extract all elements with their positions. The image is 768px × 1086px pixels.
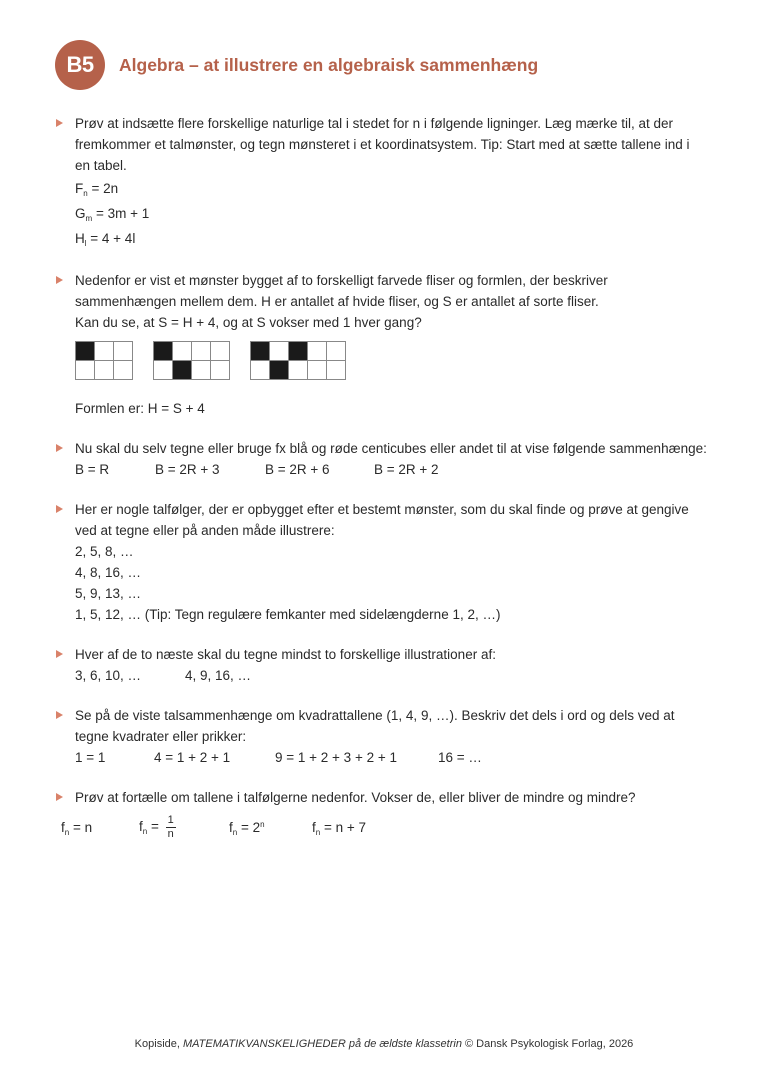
sequence: 4, 9, 16, …	[185, 668, 252, 683]
equation-h: $H_l = 4 + 4l$	[75, 231, 136, 248]
equation-g: $G_m = 3m + 1$	[75, 206, 150, 223]
text-line: Nedenfor er vist et mønster bygget af to forskelligt farvede fliser og formlen, der beskriver	[75, 273, 608, 288]
text-line: tegne kvadrater eller prikker:	[75, 729, 247, 744]
text-line: Se på de viste talsammenhænge om kvadrattallene (1, 4, 9, …). Beskriv det dels i ord og dels ved at	[75, 708, 675, 723]
bullet-arrow-icon	[56, 793, 63, 801]
white-tile	[95, 342, 114, 361]
equation-f: $F_n = 2n$	[75, 181, 119, 198]
square-relation: 16 = …	[438, 750, 482, 765]
white-tile	[95, 361, 114, 380]
page-header	[55, 40, 538, 90]
black-tile	[270, 361, 289, 380]
white-tile	[270, 342, 289, 361]
function-f4: $f_n = n + 7$	[312, 820, 367, 837]
square-relation: 1 = 1	[75, 750, 106, 765]
square-relation: 4 = 1 + 2 + 1	[154, 750, 231, 765]
fraction: $\frac{1}{n}$	[167, 814, 174, 840]
tile-patterns	[75, 341, 716, 380]
tile-grid	[250, 341, 346, 380]
exercise-5	[56, 644, 716, 686]
black-tile	[173, 361, 192, 380]
text-line: Hver af de to næste skal du tegne mindst to forskellige illustrationer af:	[75, 647, 496, 662]
page-footer: Kopiside, MATEMATIKVANSKELIGHEDER på de ældste klassetrin © Dansk Psykologisk Forlag, 2026	[134, 1038, 634, 1050]
text-line: en tabel.	[75, 158, 127, 173]
white-tile	[308, 342, 327, 361]
page-title: Algebra – at illustrere en algebraisk sammenhæng	[119, 54, 539, 75]
white-tile	[327, 361, 346, 380]
tile-grid	[75, 341, 133, 380]
book-title: MATEMATIKVANSKELIGHEDER på de ældste klassetrin	[182, 1038, 462, 1050]
formula: Formlen er: H = S + 4	[75, 401, 205, 416]
sequence: 5, 9, 13, …	[75, 586, 142, 601]
exercise-1	[56, 113, 716, 251]
tile-grid	[153, 341, 230, 380]
exercise-7	[56, 787, 716, 841]
bullet-arrow-icon	[56, 276, 63, 284]
white-tile	[192, 361, 211, 380]
black-tile	[289, 342, 308, 361]
function-f3: $f_n = 2^n$	[229, 820, 265, 837]
text-line: fremkommer et talmønster, og tegn mønsteret i et koordinatsystem. Tip: Start med at sætte tallene ind i	[75, 137, 690, 152]
exercise-4	[56, 499, 716, 625]
text-line: Nu skal du selv tegne eller bruge fx blå og røde centicubes eller andet til at vise følgende sammenhænge:	[75, 441, 707, 456]
text-line: Kan du se, at S = H + 4, og at S vokser med 1 hver gang?	[75, 315, 422, 330]
white-tile	[211, 342, 230, 361]
sequence: 2, 5, 8, …	[75, 544, 134, 559]
function-f1: $f_n = n$	[61, 820, 93, 837]
white-tile	[114, 342, 133, 361]
bullet-arrow-icon	[56, 505, 63, 513]
white-tile	[327, 342, 346, 361]
function-f2: $f_n$ = $\frac{1}{n}$	[139, 814, 174, 840]
section-badge: B5	[55, 40, 105, 90]
white-tile	[154, 361, 173, 380]
bullet-arrow-icon	[56, 711, 63, 719]
sequence: 1, 5, 12, … (Tip: Tegn regulære femkanter med sidelængderne 1, 2, …)	[75, 607, 501, 622]
bullet-arrow-icon	[56, 444, 63, 452]
exercise-list	[56, 113, 716, 860]
text-line: sammenhængen mellem dem. H er antallet af hvide fliser, og S er antallet af sorte fliser.	[75, 294, 599, 309]
relation-item: B = 2R + 3	[155, 462, 220, 477]
white-tile	[211, 361, 230, 380]
relation-item: B = 2R + 6	[265, 462, 330, 477]
exercise-6	[56, 705, 716, 768]
relation-item: B = 2R + 2	[374, 462, 439, 477]
sequence: 4, 8, 16, …	[75, 565, 142, 580]
text-line: ved at tegne eller på anden måde illustrere:	[75, 523, 335, 538]
text-line: Prøv at indsætte flere forskellige naturlige tal i stedet for n i følgende ligninger. Læg mærke til, at der	[75, 116, 674, 131]
white-tile	[192, 342, 211, 361]
exercise-3	[56, 438, 716, 480]
white-tile	[173, 342, 192, 361]
white-tile	[76, 361, 95, 380]
relation-item: B = R	[75, 462, 110, 477]
text-line: Her er nogle talfølger, der er opbygget efter et bestemt mønster, som du skal finde og prøve at gengive	[75, 502, 689, 517]
text-line: Prøv at fortælle om tallene i talfølgerne nedenfor. Vokser de, eller bliver de mindre og mindre?	[75, 790, 636, 805]
black-tile	[251, 342, 270, 361]
white-tile	[114, 361, 133, 380]
bullet-arrow-icon	[56, 119, 63, 127]
white-tile	[308, 361, 327, 380]
white-tile	[289, 361, 308, 380]
exercise-2	[56, 270, 716, 419]
white-tile	[251, 361, 270, 380]
black-tile	[154, 342, 173, 361]
square-relation: 9 = 1 + 2 + 3 + 2 + 1	[275, 750, 397, 765]
black-tile	[76, 342, 95, 361]
bullet-arrow-icon	[56, 650, 63, 658]
sequence: 3, 6, 10, …	[75, 668, 142, 683]
